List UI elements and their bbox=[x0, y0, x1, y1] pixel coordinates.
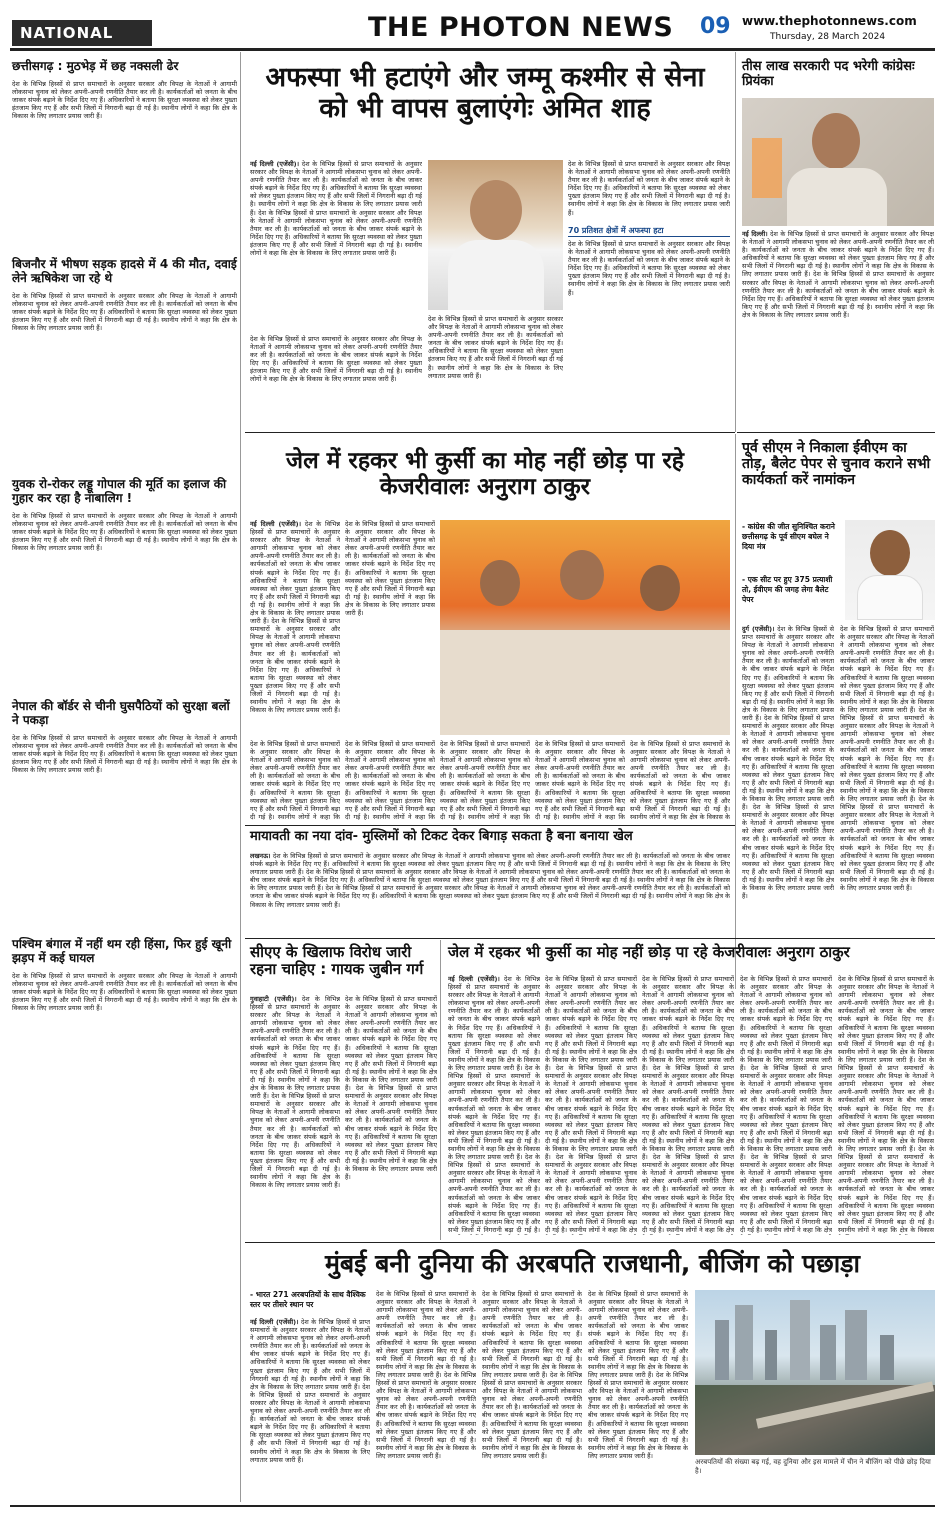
mumbai-col-1: नई दिल्ली (एजेंसी)। देश के विभिन्न हिस्सों से प्राप्त समाचारों के अनुसार सरकार और विपक्ष के नेताओं ने आगामी लोकसभा चुनाव को लेकर अपनी-अपनी रणनीति तैयार कर ली है। कार्यकर्ताओं को जनता के बीच जाकर संपर्क बढ़ाने के निर्देश दिए गए हैं। अधिकारियों ने बताया कि सुरक्षा व्यवस्था को लेकर पुख्ता इंतजाम किए गए हैं और सभी जिलों में निगरानी बढ़ा दी गई है। स्थानीय लोगों ने कहा कि क्षेत्र के विकास के लिए लगातार प्रयास जारी हैं। देश के विभिन्न हिस्सों से प्राप्त समाचारों के अनुसार सरकार और विपक्ष के नेताओं ने आगामी लोकसभा चुनाव को लेकर अपनी-अपनी रणनीति तैयार कर ली है। कार्यकर्ताओं को जनता के बीच जाकर संपर्क बढ़ाने के निर्देश दिए गए हैं। अधिकारियों ने बताया कि सुरक्षा व्यवस्था को लेकर पुख्ता इंतजाम किए गए हैं और सभी जिलों में निगरानी बढ़ा दी गई है। स्थानीय लोगों ने कहा कि क्षेत्र के विकास के लिए लगातार प्रयास जारी हैं। bbox=[250, 1318, 370, 1464]
baghel-col-2: देश के विभिन्न हिस्सों से प्राप्त समाचारों के अनुसार सरकार और विपक्ष के नेताओं ने आगामी लोकसभा चुनाव को लेकर अपनी-अपनी रणनीति तैयार कर ली है। कार्यकर्ताओं को जनता के बीच जाकर संपर्क बढ़ाने के निर्देश दिए गए हैं। अधिकारियों ने बताया कि सुरक्षा व्यवस्था को लेकर पुख्ता इंतजाम किए गए हैं और सभी जिलों में निगरानी बढ़ा दी गई है। स्थानीय लोगों ने कहा कि क्षेत्र के विकास के लिए लगातार प्रयास जारी हैं। देश के विभिन्न हिस्सों से प्राप्त समाचारों के अनुसार सरकार और विपक्ष के नेताओं ने आगामी लोकसभा चुनाव को लेकर अपनी-अपनी रणनीति तैयार कर ली है। कार्यकर्ताओं को जनता के बीच जाकर संपर्क बढ़ाने के निर्देश दिए गए हैं। अधिकारियों ने बताया कि सुरक्षा व्यवस्था को लेकर पुख्ता इंतजाम किए गए हैं और सभी जिलों में निगरानी बढ़ा दी गई है। स्थानीय लोगों ने कहा कि क्षेत्र के विकास के लिए लगातार प्रयास जारी हैं। देश के विभिन्न हिस्सों से प्राप्त समाचारों के अनुसार सरकार और विपक्ष के नेताओं ने आगामी लोकसभा चुनाव को लेकर अपनी-अपनी रणनीति तैयार कर ली है। कार्यकर्ताओं को जनता के बीच जाकर संपर्क बढ़ाने के निर्देश दिए गए हैं। अधिकारियों ने बताया कि सुरक्षा व्यवस्था को लेकर पुख्ता इंतजाम किए गए हैं और सभी जिलों में निगरानी बढ़ा दी गई है। स्थानीय लोगों ने कहा कि क्षेत्र के विकास के लिए लगातार प्रयास जारी हैं। bbox=[840, 625, 934, 892]
kejriwal-2-col-1: नई दिल्ली (एजेंसी)। देश के विभिन्न हिस्सों से प्राप्त समाचारों के अनुसार सरकार और विपक्ष के नेताओं ने आगामी लोकसभा चुनाव को लेकर अपनी-अपनी रणनीति तैयार कर ली है। कार्यकर्ताओं को जनता के बीच जाकर संपर्क बढ़ाने के निर्देश दिए गए हैं। अधिकारियों ने बताया कि सुरक्षा व्यवस्था को लेकर पुख्ता इंतजाम किए गए हैं और सभी जिलों में निगरानी बढ़ा दी गई है। स्थानीय लोगों ने कहा कि क्षेत्र के विकास के लिए लगातार प्रयास जारी हैं। देश के विभिन्न हिस्सों से प्राप्त समाचारों के अनुसार सरकार और विपक्ष के नेताओं ने आगामी लोकसभा चुनाव को लेकर अपनी-अपनी रणनीति तैयार कर ली है। कार्यकर्ताओं को जनता के बीच जाकर संपर्क बढ़ाने के निर्देश दिए गए हैं। अधिकारियों ने बताया कि सुरक्षा व्यवस्था को लेकर पुख्ता इंतजाम किए गए हैं और सभी जिलों में निगरानी बढ़ा दी गई है। स्थानीय लोगों ने कहा कि क्षेत्र के विकास के लिए लगातार प्रयास जारी हैं। देश के विभिन्न हिस्सों से प्राप्त समाचारों के अनुसार सरकार और विपक्ष के नेताओं ने आगामी लोकसभा चुनाव को लेकर अपनी-अपनी रणनीति तैयार कर ली है। कार्यकर्ताओं को जनता के बीच जाकर संपर्क बढ़ाने के निर्देश दिए गए हैं। अधिकारियों ने बताया कि सुरक्षा व्यवस्था को लेकर पुख्ता इंतजाम किए गए हैं और सभी जिलों में निगरानी बढ़ा दी गई है। bbox=[448, 975, 540, 1234]
caa-col-2: देश के विभिन्न हिस्सों से प्राप्त समाचारों के अनुसार सरकार और विपक्ष के नेताओं ने आगामी लोकसभा चुनाव को लेकर अपनी-अपनी रणनीति तैयार कर ली है। कार्यकर्ताओं को जनता के बीच जाकर संपर्क बढ़ाने के निर्देश दिए गए हैं। अधिकारियों ने बताया कि सुरक्षा व्यवस्था को लेकर पुख्ता इंतजाम किए गए हैं और सभी जिलों में निगरानी बढ़ा दी गई है। स्थानीय लोगों ने कहा कि क्षेत्र के विकास के लिए लगातार प्रयास जारी हैं। देश के विभिन्न हिस्सों से प्राप्त समाचारों के अनुसार सरकार और विपक्ष के नेताओं ने आगामी लोकसभा चुनाव को लेकर अपनी-अपनी रणनीति तैयार कर ली है। कार्यकर्ताओं को जनता के बीच जाकर संपर्क बढ़ाने के निर्देश दिए गए हैं। अधिकारियों ने बताया कि सुरक्षा व्यवस्था को लेकर पुख्ता इंतजाम किए गए हैं और सभी जिलों में निगरानी बढ़ा दी गई है। स्थानीय लोगों ने कहा कि क्षेत्र के विकास के लिए लगातार प्रयास जारी हैं। bbox=[345, 995, 437, 1182]
mayawati-body: लखनऊ। देश के विभिन्न हिस्सों से प्राप्त समाचारों के अनुसार सरकार और विपक्ष के नेताओं ने आगामी लोकसभा चुनाव को लेकर अपनी-अपनी रणनीति तैयार कर ली है। कार्यकर्ताओं को जनता के बीच जाकर संपर्क बढ़ाने के निर्देश दिए गए हैं। अधिकारियों ने बताया कि सुरक्षा व्यवस्था को लेकर पुख्ता इंतजाम किए गए हैं और सभी जिलों में निगरानी बढ़ा दी गई है। स्थानीय लोगों ने कहा कि क्षेत्र के विकास के लिए लगातार प्रयास जारी हैं। देश के विभिन्न हिस्सों से प्राप्त समाचारों के अनुसार सरकार और विपक्ष के नेताओं ने आगामी लोकसभा चुनाव को लेकर अपनी-अपनी रणनीति तैयार कर ली है। कार्यकर्ताओं को जनता के बीच जाकर संपर्क बढ़ाने के निर्देश दिए गए हैं। अधिकारियों ने बताया कि सुरक्षा व्यवस्था को लेकर पुख्ता इंतजाम किए गए हैं और सभी जिलों में निगरानी बढ़ा दी गई है। स्थानीय लोगों ने कहा कि क्षेत्र के विकास के लिए लगातार प्रयास जारी हैं। देश के विभिन्न हिस्सों से प्राप्त समाचारों के अनुसार सरकार और विपक्ष के नेताओं ने आगामी लोकसभा चुनाव को लेकर अपनी-अपनी रणनीति तैयार कर ली है। कार्यकर्ताओं को जनता के बीच जाकर संपर्क बढ़ाने के निर्देश दिए गए हैं। अधिकारियों ने बताया कि सुरक्षा व्यवस्था को लेकर पुख्ता इंतजाम किए गए हैं और सभी जिलों में निगरानी बढ़ा दी गई है। स्थानीय लोगों ने कहा कि क्षेत्र के विकास के लिए लगातार प्रयास जारी हैं। bbox=[250, 852, 730, 909]
caa-col-1: गुवाहाटी (एजेंसी)। देश के विभिन्न हिस्सों से प्राप्त समाचारों के अनुसार सरकार और विपक्ष के नेताओं ने आगामी लोकसभा चुनाव को लेकर अपनी-अपनी रणनीति तैयार कर ली है। कार्यकर्ताओं को जनता के बीच जाकर संपर्क बढ़ाने के निर्देश दिए गए हैं। अधिकारियों ने बताया कि सुरक्षा व्यवस्था को लेकर पुख्ता इंतजाम किए गए हैं और सभी जिलों में निगरानी बढ़ा दी गई है। स्थानीय लोगों ने कहा कि क्षेत्र के विकास के लिए लगातार प्रयास जारी हैं। देश के विभिन्न हिस्सों से प्राप्त समाचारों के अनुसार सरकार और विपक्ष के नेताओं ने आगामी लोकसभा चुनाव को लेकर अपनी-अपनी रणनीति तैयार कर ली है। कार्यकर्ताओं को जनता के बीच जाकर संपर्क बढ़ाने के निर्देश दिए गए हैं। अधिकारियों ने बताया कि सुरक्षा व्यवस्था को लेकर पुख्ता इंतजाम किए गए हैं और सभी जिलों में निगरानी बढ़ा दी गई है। स्थानीय लोगों ने कहा कि क्षेत्र के विकास के लिए लगातार प्रयास जारी हैं। bbox=[250, 995, 340, 1190]
baghel-headline: पूर्व सीएम ने निकाला ईवीएम का तोड़, बैलेट पेपर से चुनाव कराने सभी कार्यकर्ता करें नामांकन bbox=[742, 440, 931, 489]
kejriwal-1-col-3: देश के विभिन्न हिस्सों से प्राप्त समाचारों के अनुसार सरकार और विपक्ष के नेताओं ने आगामी लोकसभा चुनाव को लेकर अपनी-अपनी रणनीति तैयार कर ली है। कार्यकर्ताओं को जनता के बीच जाकर संपर्क बढ़ाने के निर्देश दिए गए हैं। अधिकारियों ने बताया कि सुरक्षा व्यवस्था को लेकर पुख्ता इंतजाम किए गए हैं और सभी जिलों में निगरानी बढ़ा दी गई है। स्थानीय लोगों ने कहा कि bbox=[250, 740, 340, 820]
left-story-5-headline: पश्चिम बंगाल में नहीं थम रही हिंसा, फिर हुई खूनी झड़प में कई घायल bbox=[12, 937, 232, 965]
baghel-deck-2: - एक सीट पर हुए 375 प्रत्याशी तो, ईवीएम की जगह लेगा बैलेट पेपर bbox=[742, 575, 833, 604]
section-tab: NATIONAL bbox=[12, 20, 152, 46]
kejriwal-2-col-3: देश के विभिन्न हिस्सों से प्राप्त समाचारों के अनुसार सरकार और विपक्ष के नेताओं ने आगामी लोकसभा चुनाव को लेकर अपनी-अपनी रणनीति तैयार कर ली है। कार्यकर्ताओं को जनता के बीच जाकर संपर्क बढ़ाने के निर्देश दिए गए हैं। अधिकारियों ने बताया कि सुरक्षा व्यवस्था को लेकर पुख्ता इंतजाम किए गए हैं और सभी जिलों में निगरानी बढ़ा दी गई है। स्थानीय लोगों ने कहा कि क्षेत्र के विकास के लिए लगातार प्रयास जारी हैं। देश के विभिन्न हिस्सों से प्राप्त समाचारों के अनुसार सरकार और विपक्ष के नेताओं ने आगामी लोकसभा चुनाव को लेकर अपनी-अपनी रणनीति तैयार कर ली है। कार्यकर्ताओं को जनता के बीच जाकर संपर्क बढ़ाने के निर्देश दिए गए हैं। अधिकारियों ने बताया कि सुरक्षा व्यवस्था को लेकर पुख्ता इंतजाम किए गए हैं और सभी जिलों में निगरानी बढ़ा दी गई है। स्थानीय लोगों ने कहा कि क्षेत्र के विकास के लिए लगातार प्रयास जारी हैं। देश के विभिन्न हिस्सों से प्राप्त समाचारों के अनुसार सरकार और विपक्ष के नेताओं ने आगामी लोकसभा चुनाव को लेकर अपनी-अपनी रणनीति तैयार कर ली है। कार्यकर्ताओं को जनता के बीच जाकर संपर्क बढ़ाने के निर्देश दिए गए हैं। अधिकारियों ने बताया कि सुरक्षा व्यवस्था को लेकर पुख्ता इंतजाम किए गए हैं और सभी जिलों में निगरानी बढ़ा दी गई है। स्थानीय लोगों ने कहा कि क्षेत्र bbox=[642, 975, 734, 1234]
left-story-1-body: देश के विभिन्न हिस्सों से प्राप्त समाचारों के अनुसार सरकार और विपक्ष के नेताओं ने आगामी लोकसभा चुनाव को लेकर अपनी-अपनी रणनीति तैयार कर ली है। कार्यकर्ताओं को जनता के बीच जाकर संपर्क बढ़ाने के निर्देश दिए गए हैं। अधिकारियों ने बताया कि सुरक्षा व्यवस्था को लेकर पुख्ता इंतजाम किए गए हैं और सभी जिलों में निगरानी बढ़ा दी गई है। स्थानीय लोगों ने कहा कि क्षेत्र के विकास के लिए लगातार प्रयास जारी हैं। bbox=[12, 80, 237, 121]
top-story-col-4: देश के विभिन्न हिस्सों से प्राप्त समाचारों के अनुसार सरकार और विपक्ष के नेताओं ने आगामी लोकसभा चुनाव को लेकर अपनी-अपनी रणनीति तैयार कर ली है। कार्यकर्ताओं को जनता के बीच जाकर संपर्क बढ़ाने के निर्देश दिए गए हैं। अधिकारियों ने बताया कि सुरक्षा व्यवस्था को लेकर पुख्ता इंतजाम किए गए हैं और सभी जिलों में निगरानी बढ़ा दी गई है। स्थानीय लोगों ने कहा कि क्षेत्र के विकास के लिए लगातार प्रयास जारी हैं। bbox=[568, 240, 730, 297]
kejriwal-2-col-4: देश के विभिन्न हिस्सों से प्राप्त समाचारों के अनुसार सरकार और विपक्ष के नेताओं ने आगामी लोकसभा चुनाव को लेकर अपनी-अपनी रणनीति तैयार कर ली है। कार्यकर्ताओं को जनता के बीच जाकर संपर्क बढ़ाने के निर्देश दिए गए हैं। अधिकारियों ने बताया कि सुरक्षा व्यवस्था को लेकर पुख्ता इंतजाम किए गए हैं और सभी जिलों में निगरानी बढ़ा दी गई है। स्थानीय लोगों ने कहा कि क्षेत्र के विकास के लिए लगातार प्रयास जारी हैं। देश के विभिन्न हिस्सों से प्राप्त समाचारों के अनुसार सरकार और विपक्ष के नेताओं ने आगामी लोकसभा चुनाव को लेकर अपनी-अपनी रणनीति तैयार कर ली है। कार्यकर्ताओं को जनता के बीच जाकर संपर्क बढ़ाने के निर्देश दिए गए हैं। अधिकारियों ने बताया कि सुरक्षा व्यवस्था को लेकर पुख्ता इंतजाम किए गए हैं और सभी जिलों में निगरानी बढ़ा दी गई है। स्थानीय लोगों ने कहा कि क्षेत्र के विकास के लिए लगातार प्रयास जारी हैं। देश के विभिन्न हिस्सों से प्राप्त समाचारों के अनुसार सरकार और विपक्ष के नेताओं ने आगामी लोकसभा चुनाव को लेकर अपनी-अपनी रणनीति तैयार कर ली है। कार्यकर्ताओं को जनता के बीच जाकर संपर्क बढ़ाने के निर्देश दिए गए हैं। अधिकारियों ने बताया कि सुरक्षा व्यवस्था को लेकर पुख्ता इंतजाम किए गए हैं और सभी जिलों में निगरानी बढ़ा दी गई है। स्थानीय लोगों ने कहा कि क्षेत्र bbox=[740, 975, 832, 1234]
left-story-4-body: देश के विभिन्न हिस्सों से प्राप्त समाचारों के अनुसार सरकार और विपक्ष के नेताओं ने आगामी लोकसभा चुनाव को लेकर अपनी-अपनी रणनीति तैयार कर ली है। कार्यकर्ताओं को जनता के बीच जाकर संपर्क बढ़ाने के निर्देश दिए गए हैं। अधिकारियों ने बताया कि सुरक्षा व्यवस्था को लेकर पुख्ता इंतजाम किए गए हैं और सभी जिलों में निगरानी बढ़ा दी गई है। स्थानीय लोगों ने कहा कि क्षेत्र के विकास के लिए लगातार प्रयास जारी हैं। bbox=[12, 734, 237, 775]
mumbai-col-2: देश के विभिन्न हिस्सों से प्राप्त समाचारों के अनुसार सरकार और विपक्ष के नेताओं ने आगामी लोकसभा चुनाव को लेकर अपनी-अपनी रणनीति तैयार कर ली है। कार्यकर्ताओं को जनता के बीच जाकर संपर्क बढ़ाने के निर्देश दिए गए हैं। अधिकारियों ने बताया कि सुरक्षा व्यवस्था को लेकर पुख्ता इंतजाम किए गए हैं और सभी जिलों में निगरानी बढ़ा दी गई है। स्थानीय लोगों ने कहा कि क्षेत्र के विकास के लिए लगातार प्रयास जारी हैं। देश के विभिन्न हिस्सों से प्राप्त समाचारों के अनुसार सरकार और विपक्ष के नेताओं ने आगामी लोकसभा चुनाव को लेकर अपनी-अपनी रणनीति तैयार कर ली है। कार्यकर्ताओं को जनता के बीच जाकर संपर्क बढ़ाने के निर्देश दिए गए हैं। अधिकारियों ने बताया कि सुरक्षा व्यवस्था को लेकर पुख्ता इंतजाम किए गए हैं और सभी जिलों में निगरानी बढ़ा दी गई है। स्थानीय लोगों ने कहा कि क्षेत्र के विकास के लिए लगातार प्रयास जारी हैं। bbox=[376, 1290, 476, 1460]
mumbai-col-4: देश के विभिन्न हिस्सों से प्राप्त समाचारों के अनुसार सरकार और विपक्ष के नेताओं ने आगामी लोकसभा चुनाव को लेकर अपनी-अपनी रणनीति तैयार कर ली है। कार्यकर्ताओं को जनता के बीच जाकर संपर्क बढ़ाने के निर्देश दिए गए हैं। अधिकारियों ने बताया कि सुरक्षा व्यवस्था को लेकर पुख्ता इंतजाम किए गए हैं और सभी जिलों में निगरानी बढ़ा दी गई है। स्थानीय लोगों ने कहा कि क्षेत्र के विकास के लिए लगातार प्रयास जारी हैं। देश के विभिन्न हिस्सों से प्राप्त समाचारों के अनुसार सरकार और विपक्ष के नेताओं ने आगामी लोकसभा चुनाव को लेकर अपनी-अपनी रणनीति तैयार कर ली है। कार्यकर्ताओं को जनता के बीच जाकर संपर्क बढ़ाने के निर्देश दिए गए हैं। अधिकारियों ने बताया कि सुरक्षा व्यवस्था को लेकर पुख्ता इंतजाम किए गए हैं और सभी जिलों में निगरानी बढ़ा दी गई है। स्थानीय लोगों ने कहा कि क्षेत्र के विकास के लिए लगातार प्रयास जारी हैं। bbox=[588, 1290, 688, 1460]
website[interactable]: www.thephotonnews.com bbox=[742, 14, 917, 28]
caa-headline: सीएए के खिलाफ विरोध जारी रहना चाहिए : गायक जुबीन गर्ग bbox=[250, 943, 424, 979]
masthead-title: THE PHOTON NEWS bbox=[368, 12, 674, 43]
kejriwal-1-col-5: देश के विभिन्न हिस्सों से प्राप्त समाचारों के अनुसार सरकार और विपक्ष के नेताओं ने आगामी लोकसभा चुनाव को लेकर अपनी-अपनी रणनीति तैयार कर ली है। कार्यकर्ताओं को जनता के बीच जाकर संपर्क बढ़ाने के निर्देश दिए गए हैं। अधिकारियों ने बताया कि सुरक्षा व्यवस्था को लेकर पुख्ता इंतजाम किए गए हैं और सभी जिलों में निगरानी बढ़ा दी गई है। स्थानीय लोगों ने कहा कि bbox=[440, 740, 530, 820]
left-story-4-headline: नेपाल की बॉर्डर से चीनी घुसपैठियों को सुरक्षा बलों ने पकड़ा bbox=[12, 699, 230, 727]
priyanka-body: नई दिल्ली। देश के विभिन्न हिस्सों से प्राप्त समाचारों के अनुसार सरकार और विपक्ष के नेताओं ने आगामी लोकसभा चुनाव को लेकर अपनी-अपनी रणनीति तैयार कर ली है। कार्यकर्ताओं को जनता के बीच जाकर संपर्क बढ़ाने के निर्देश दिए गए हैं। अधिकारियों ने बताया कि सुरक्षा व्यवस्था को लेकर पुख्ता इंतजाम किए गए हैं और सभी जिलों में निगरानी बढ़ा दी गई है। स्थानीय लोगों ने कहा कि क्षेत्र के विकास के लिए लगातार प्रयास जारी हैं। देश के विभिन्न हिस्सों से प्राप्त समाचारों के अनुसार सरकार और विपक्ष के नेताओं ने आगामी लोकसभा चुनाव को लेकर अपनी-अपनी रणनीति तैयार कर ली है। कार्यकर्ताओं को जनता के बीच जाकर संपर्क बढ़ाने के निर्देश दिए गए हैं। अधिकारियों ने बताया कि सुरक्षा व्यवस्था को लेकर पुख्ता इंतजाम किए गए हैं और सभी जिलों में निगरानी बढ़ा दी गई है। स्थानीय लोगों ने कहा कि क्षेत्र के विकास के लिए लगातार प्रयास जारी हैं। bbox=[742, 230, 934, 319]
top-story-headline: अफस्पा भी हटाएंगे और जम्मू कश्मीर से सेना को भी वापस बुलाएंगेः अमित शाह bbox=[265, 62, 705, 125]
left-story-2-headline: बिजनौर में भीषण सड़क हादसे में 4 की मौत, दवाई लेने ऋषिकेश जा रहे थे bbox=[12, 257, 237, 285]
kejriwal-2-col-5: देश के विभिन्न हिस्सों से प्राप्त समाचारों के अनुसार सरकार और विपक्ष के नेताओं ने आगामी लोकसभा चुनाव को लेकर अपनी-अपनी रणनीति तैयार कर ली है। कार्यकर्ताओं को जनता के बीच जाकर संपर्क बढ़ाने के निर्देश दिए गए हैं। अधिकारियों ने बताया कि सुरक्षा व्यवस्था को लेकर पुख्ता इंतजाम किए गए हैं और सभी जिलों में निगरानी बढ़ा दी गई है। स्थानीय लोगों ने कहा कि क्षेत्र के विकास के लिए लगातार प्रयास जारी हैं। देश के विभिन्न हिस्सों से प्राप्त समाचारों के अनुसार सरकार और विपक्ष के नेताओं ने आगामी लोकसभा चुनाव को लेकर अपनी-अपनी रणनीति तैयार कर ली है। कार्यकर्ताओं को जनता के बीच जाकर संपर्क बढ़ाने के निर्देश दिए गए हैं। अधिकारियों ने बताया कि सुरक्षा व्यवस्था को लेकर पुख्ता इंतजाम किए गए हैं और सभी जिलों में निगरानी बढ़ा दी गई है। स्थानीय लोगों ने कहा कि क्षेत्र के विकास के लिए लगातार प्रयास जारी हैं। देश के विभिन्न हिस्सों से प्राप्त समाचारों के अनुसार सरकार और विपक्ष के नेताओं ने आगामी लोकसभा चुनाव को लेकर अपनी-अपनी रणनीति तैयार कर ली है। कार्यकर्ताओं को जनता के बीच जाकर संपर्क बढ़ाने के निर्देश दिए गए हैं। अधिकारियों ने बताया कि सुरक्षा व्यवस्था को लेकर पुख्ता इंतजाम किए गए हैं और सभी जिलों में निगरानी बढ़ा दी गई है। स्थानीय लोगों ने कहा कि क्षेत्र के विकास bbox=[838, 975, 934, 1234]
left-story-1-headline: छत्तीसगढ़ : मुठभेड़ में छह नक्सली ढेर bbox=[12, 59, 179, 73]
baghel-deck-1: - कांग्रेस की जीत सुनिश्चित कराने छत्तीसगढ़ के पूर्व सीएम बघेल ने दिया मंत्र bbox=[742, 522, 835, 551]
kejriwal-2-col-2: देश के विभिन्न हिस्सों से प्राप्त समाचारों के अनुसार सरकार और विपक्ष के नेताओं ने आगामी लोकसभा चुनाव को लेकर अपनी-अपनी रणनीति तैयार कर ली है। कार्यकर्ताओं को जनता के बीच जाकर संपर्क बढ़ाने के निर्देश दिए गए हैं। अधिकारियों ने बताया कि सुरक्षा व्यवस्था को लेकर पुख्ता इंतजाम किए गए हैं और सभी जिलों में निगरानी बढ़ा दी गई है। स्थानीय लोगों ने कहा कि क्षेत्र के विकास के लिए लगातार प्रयास जारी हैं। देश के विभिन्न हिस्सों से प्राप्त समाचारों के अनुसार सरकार और विपक्ष के नेताओं ने आगामी लोकसभा चुनाव को लेकर अपनी-अपनी रणनीति तैयार कर ली है। कार्यकर्ताओं को जनता के बीच जाकर संपर्क बढ़ाने के निर्देश दिए गए हैं। अधिकारियों ने बताया कि सुरक्षा व्यवस्था को लेकर पुख्ता इंतजाम किए गए हैं और सभी जिलों में निगरानी बढ़ा दी गई है। स्थानीय लोगों ने कहा कि क्षेत्र के विकास के लिए लगातार प्रयास जारी हैं। देश के विभिन्न हिस्सों से प्राप्त समाचारों के अनुसार सरकार और विपक्ष के नेताओं ने आगामी लोकसभा चुनाव को लेकर अपनी-अपनी रणनीति तैयार कर ली है। कार्यकर्ताओं को जनता के बीच जाकर संपर्क बढ़ाने के निर्देश दिए गए हैं। अधिकारियों ने बताया कि सुरक्षा व्यवस्था को लेकर पुख्ता इंतजाम किए गए हैं और सभी जिलों में निगरानी बढ़ा दी गई है। स्थानीय लोगों ने कहा कि क्षेत्र bbox=[545, 975, 637, 1234]
mumbai-headline: मुंबई बनी दुनिया की अरबपति राजधानी, बीजिंग को पछाड़ा bbox=[324, 1249, 861, 1278]
mumbai-deck: - भारत 271 अरबपतियों के साथ वैश्विक स्तर पर तीसरे स्थान पर bbox=[250, 1290, 366, 1309]
top-story-col-5: देश के विभिन्न हिस्सों से प्राप्त समाचारों के अनुसार सरकार और विपक्ष के नेताओं ने आगामी लोकसभा चुनाव को लेकर अपनी-अपनी रणनीति तैयार कर ली है। कार्यकर्ताओं को जनता के बीच जाकर संपर्क बढ़ाने के निर्देश दिए गए हैं। अधिकारियों ने बताया कि सुरक्षा व्यवस्था को लेकर पुख्ता इंतजाम किए गए हैं और सभी जिलों में निगरानी बढ़ा दी गई है। स्थानीय लोगों ने कहा कि क्षेत्र के विकास के लिए लगातार प्रयास जारी हैं। bbox=[250, 335, 422, 384]
kejriwal-1-col-6: देश के विभिन्न हिस्सों से प्राप्त समाचारों के अनुसार सरकार और विपक्ष के नेताओं ने आगामी लोकसभा चुनाव को लेकर अपनी-अपनी रणनीति तैयार कर ली है। कार्यकर्ताओं को जनता के बीच जाकर संपर्क बढ़ाने के निर्देश दिए गए हैं। अधिकारियों ने बताया कि सुरक्षा व्यवस्था को लेकर पुख्ता इंतजाम किए गए हैं और सभी जिलों में निगरानी बढ़ा दी गई है। स्थानीय लोगों ने कहा कि bbox=[535, 740, 625, 820]
date: Thursday, 28 March 2024 bbox=[770, 32, 886, 42]
page-number: 09 bbox=[700, 14, 731, 39]
left-story-3-body: देश के विभिन्न हिस्सों से प्राप्त समाचारों के अनुसार सरकार और विपक्ष के नेताओं ने आगामी लोकसभा चुनाव को लेकर अपनी-अपनी रणनीति तैयार कर ली है। कार्यकर्ताओं को जनता के बीच जाकर संपर्क बढ़ाने के निर्देश दिए गए हैं। अधिकारियों ने बताया कि सुरक्षा व्यवस्था को लेकर पुख्ता इंतजाम किए गए हैं और सभी जिलों में निगरानी बढ़ा दी गई है। स्थानीय लोगों ने कहा कि क्षेत्र के विकास के लिए लगातार प्रयास जारी हैं। bbox=[12, 512, 237, 553]
mumbai-skyline-photo bbox=[695, 1290, 935, 1455]
left-story-2-body: देश के विभिन्न हिस्सों से प्राप्त समाचारों के अनुसार सरकार और विपक्ष के नेताओं ने आगामी लोकसभा चुनाव को लेकर अपनी-अपनी रणनीति तैयार कर ली है। कार्यकर्ताओं को जनता के बीच जाकर संपर्क बढ़ाने के निर्देश दिए गए हैं। अधिकारियों ने बताया कि सुरक्षा व्यवस्था को लेकर पुख्ता इंतजाम किए गए हैं और सभी जिलों में निगरानी बढ़ा दी गई है। स्थानीय लोगों ने कहा कि क्षेत्र के विकास के लिए लगातार प्रयास जारी हैं। bbox=[12, 292, 237, 333]
priyanka-photo bbox=[742, 98, 934, 226]
mayawati-headline: मायावती का नया दांव- मुस्लिमों को टिकट देकर बिगाड़ सकता है बना बनाया खेल bbox=[250, 829, 633, 844]
baghel-col-1: दुर्ग (एजेंसी)। देश के विभिन्न हिस्सों से प्राप्त समाचारों के अनुसार सरकार और विपक्ष के नेताओं ने आगामी लोकसभा चुनाव को लेकर अपनी-अपनी रणनीति तैयार कर ली है। कार्यकर्ताओं को जनता के बीच जाकर संपर्क बढ़ाने के निर्देश दिए गए हैं। अधिकारियों ने बताया कि सुरक्षा व्यवस्था को लेकर पुख्ता इंतजाम किए गए हैं और सभी जिलों में निगरानी बढ़ा दी गई है। स्थानीय लोगों ने कहा कि क्षेत्र के विकास के लिए लगातार प्रयास जारी हैं। देश के विभिन्न हिस्सों से प्राप्त समाचारों के अनुसार सरकार और विपक्ष के नेताओं ने आगामी लोकसभा चुनाव को लेकर अपनी-अपनी रणनीति तैयार कर ली है। कार्यकर्ताओं को जनता के बीच जाकर संपर्क बढ़ाने के निर्देश दिए गए हैं। अधिकारियों ने बताया कि सुरक्षा व्यवस्था को लेकर पुख्ता इंतजाम किए गए हैं और सभी जिलों में निगरानी बढ़ा दी गई है। स्थानीय लोगों ने कहा कि क्षेत्र के विकास के लिए लगातार प्रयास जारी हैं। देश के विभिन्न हिस्सों से प्राप्त समाचारों के अनुसार सरकार और विपक्ष के नेताओं ने आगामी लोकसभा चुनाव को लेकर अपनी-अपनी रणनीति तैयार कर ली है। कार्यकर्ताओं को जनता के बीच जाकर संपर्क बढ़ाने के निर्देश दिए गए हैं। अधिकारियों ने बताया कि सुरक्षा व्यवस्था को लेकर पुख्ता इंतजाम किए गए हैं और सभी जिलों में निगरानी बढ़ा दी गई है। स्थानीय लोगों ने कहा कि क्षेत्र के विकास के लिए लगातार प्रयास जारी हैं। bbox=[742, 625, 834, 901]
amit-shah-photo bbox=[428, 160, 563, 310]
left-story-3-headline: युवक रो-रोकर लड्डू गोपाल की मूर्ति का इलाज की गुहार कर रहा है नाबालिग ! bbox=[12, 477, 227, 505]
top-story-col-3: देश के विभिन्न हिस्सों से प्राप्त समाचारों के अनुसार सरकार और विपक्ष के नेताओं ने आगामी लोकसभा चुनाव को लेकर अपनी-अपनी रणनीति तैयार कर ली है। कार्यकर्ताओं को जनता के बीच जाकर संपर्क बढ़ाने के निर्देश दिए गए हैं। अधिकारियों ने बताया कि सुरक्षा व्यवस्था को लेकर पुख्ता इंतजाम किए गए हैं और सभी जिलों में निगरानी बढ़ा दी गई है। स्थानीय लोगों ने कहा कि क्षेत्र के विकास के लिए लगातार प्रयास जारी हैं। bbox=[568, 160, 730, 217]
top-story-col-2: देश के विभिन्न हिस्सों से प्राप्त समाचारों के अनुसार सरकार और विपक्ष के नेताओं ने आगामी लोकसभा चुनाव को लेकर अपनी-अपनी रणनीति तैयार कर ली है। कार्यकर्ताओं को जनता के बीच जाकर संपर्क बढ़ाने के निर्देश दिए गए हैं। अधिकारियों ने बताया कि सुरक्षा व्यवस्था को लेकर पुख्ता इंतजाम किए गए हैं और सभी जिलों में निगरानी बढ़ा दी गई है। स्थानीय लोगों ने कहा कि क्षेत्र के विकास के लिए लगातार प्रयास जारी हैं। bbox=[428, 315, 563, 380]
mumbai-caption: अरबपतियों की संख्या बढ़ गई, वह दुनिया और इस मामले में चीन ने बीजिंग को पीछे छोड़ दिया है। bbox=[695, 1458, 931, 1475]
kejriwal-1-col-2: देश के विभिन्न हिस्सों से प्राप्त समाचारों के अनुसार सरकार और विपक्ष के नेताओं ने आगामी लोकसभा चुनाव को लेकर अपनी-अपनी रणनीति तैयार कर ली है। कार्यकर्ताओं को जनता के बीच जाकर संपर्क बढ़ाने के निर्देश दिए गए हैं। अधिकारियों ने बताया कि सुरक्षा व्यवस्था को लेकर पुख्ता इंतजाम किए गए हैं और सभी जिलों में निगरानी बढ़ा दी गई है। स्थानीय लोगों ने कहा कि क्षेत्र के विकास के लिए लगातार प्रयास जारी हैं। bbox=[345, 520, 435, 618]
kejriwal-headline-1: जेल में रहकर भी कुर्सी का मोह नहीं छोड़ पा रहे केजरीवालः अनुराग ठाकुर bbox=[286, 448, 684, 501]
mumbai-col-3: देश के विभिन्न हिस्सों से प्राप्त समाचारों के अनुसार सरकार और विपक्ष के नेताओं ने आगामी लोकसभा चुनाव को लेकर अपनी-अपनी रणनीति तैयार कर ली है। कार्यकर्ताओं को जनता के बीच जाकर संपर्क बढ़ाने के निर्देश दिए गए हैं। अधिकारियों ने बताया कि सुरक्षा व्यवस्था को लेकर पुख्ता इंतजाम किए गए हैं और सभी जिलों में निगरानी बढ़ा दी गई है। स्थानीय लोगों ने कहा कि क्षेत्र के विकास के लिए लगातार प्रयास जारी हैं। देश के विभिन्न हिस्सों से प्राप्त समाचारों के अनुसार सरकार और विपक्ष के नेताओं ने आगामी लोकसभा चुनाव को लेकर अपनी-अपनी रणनीति तैयार कर ली है। कार्यकर्ताओं को जनता के बीच जाकर संपर्क बढ़ाने के निर्देश दिए गए हैं। अधिकारियों ने बताया कि सुरक्षा व्यवस्था को लेकर पुख्ता इंतजाम किए गए हैं और सभी जिलों में निगरानी बढ़ा दी गई है। स्थानीय लोगों ने कहा कि क्षेत्र के विकास के लिए लगातार प्रयास जारी हैं। bbox=[482, 1290, 582, 1460]
anurag-thakur-photo bbox=[440, 520, 730, 735]
priyanka-headline: तीस लाख सरकारी पद भरेगी कांग्रेसः प्रियंका bbox=[742, 59, 915, 89]
kejriwal-1-col-1: नई दिल्ली (एजेंसी)। देश के विभिन्न हिस्सों से प्राप्त समाचारों के अनुसार सरकार और विपक्ष के नेताओं ने आगामी लोकसभा चुनाव को लेकर अपनी-अपनी रणनीति तैयार कर ली है। कार्यकर्ताओं को जनता के बीच जाकर संपर्क बढ़ाने के निर्देश दिए गए हैं। अधिकारियों ने बताया कि सुरक्षा व्यवस्था को लेकर पुख्ता इंतजाम किए गए हैं और सभी जिलों में निगरानी बढ़ा दी गई है। स्थानीय लोगों ने कहा कि क्षेत्र के विकास के लिए लगातार प्रयास जारी हैं। देश के विभिन्न हिस्सों से प्राप्त समाचारों के अनुसार सरकार और विपक्ष के नेताओं ने आगामी लोकसभा चुनाव को लेकर अपनी-अपनी रणनीति तैयार कर ली है। कार्यकर्ताओं को जनता के बीच जाकर संपर्क बढ़ाने के निर्देश दिए गए हैं। अधिकारियों ने बताया कि सुरक्षा व्यवस्था को लेकर पुख्ता इंतजाम किए गए हैं और सभी जिलों में निगरानी बढ़ा दी गई है। स्थानीय लोगों ने कहा कि क्षेत्र के विकास के लिए लगातार प्रयास जारी हैं। bbox=[250, 520, 340, 715]
top-story-subhead: 70 प्रतिशत क्षेत्रों में अफस्पा हटा bbox=[568, 225, 730, 237]
left-story-5-body: देश के विभिन्न हिस्सों से प्राप्त समाचारों के अनुसार सरकार और विपक्ष के नेताओं ने आगामी लोकसभा चुनाव को लेकर अपनी-अपनी रणनीति तैयार कर ली है। कार्यकर्ताओं को जनता के बीच जाकर संपर्क बढ़ाने के निर्देश दिए गए हैं। अधिकारियों ने बताया कि सुरक्षा व्यवस्था को लेकर पुख्ता इंतजाम किए गए हैं और सभी जिलों में निगरानी बढ़ा दी गई है। स्थानीय लोगों ने कहा कि क्षेत्र के विकास के लिए लगातार प्रयास जारी हैं। bbox=[12, 972, 237, 1013]
kejriwal-headline-2: जेल में रहकर भी कुर्सी का मोह नहीं छोड़ पा रहे केजरीवालः अनुराग ठाकुर bbox=[448, 943, 850, 961]
baghel-photo bbox=[845, 520, 935, 620]
kejriwal-1-col-7: देश के विभिन्न हिस्सों से प्राप्त समाचारों के अनुसार सरकार और विपक्ष के नेताओं ने आगामी लोकसभा चुनाव को लेकर अपनी-अपनी रणनीति तैयार कर ली है। कार्यकर्ताओं को जनता के बीच जाकर संपर्क बढ़ाने के निर्देश दिए गए हैं। अधिकारियों ने बताया कि सुरक्षा व्यवस्था को लेकर पुख्ता इंतजाम किए गए हैं और सभी जिलों में निगरानी बढ़ा दी गई है। स्थानीय लोगों ने कहा कि क्षेत्र के विकास के bbox=[630, 740, 730, 820]
kejriwal-1-col-4: देश के विभिन्न हिस्सों से प्राप्त समाचारों के अनुसार सरकार और विपक्ष के नेताओं ने आगामी लोकसभा चुनाव को लेकर अपनी-अपनी रणनीति तैयार कर ली है। कार्यकर्ताओं को जनता के बीच जाकर संपर्क बढ़ाने के निर्देश दिए गए हैं। अधिकारियों ने बताया कि सुरक्षा व्यवस्था को लेकर पुख्ता इंतजाम किए गए हैं और सभी जिलों में निगरानी बढ़ा दी गई है। स्थानीय लोगों ने कहा कि bbox=[345, 740, 435, 820]
top-story-col-1: नई दिल्ली (एजेंसी)। देश के विभिन्न हिस्सों से प्राप्त समाचारों के अनुसार सरकार और विपक्ष के नेताओं ने आगामी लोकसभा चुनाव को लेकर अपनी-अपनी रणनीति तैयार कर ली है। कार्यकर्ताओं को जनता के बीच जाकर संपर्क बढ़ाने के निर्देश दिए गए हैं। अधिकारियों ने बताया कि सुरक्षा व्यवस्था को लेकर पुख्ता इंतजाम किए गए हैं और सभी जिलों में निगरानी बढ़ा दी गई है। स्थानीय लोगों ने कहा कि क्षेत्र के विकास के लिए लगातार प्रयास जारी हैं। देश के विभिन्न हिस्सों से प्राप्त समाचारों के अनुसार सरकार और विपक्ष के नेताओं ने आगामी लोकसभा चुनाव को लेकर अपनी-अपनी रणनीति तैयार कर ली है। कार्यकर्ताओं को जनता के बीच जाकर संपर्क बढ़ाने के निर्देश दिए गए हैं। अधिकारियों ने बताया कि सुरक्षा व्यवस्था को लेकर पुख्ता इंतजाम किए गए हैं और सभी जिलों में निगरानी बढ़ा दी गई है। स्थानीय लोगों ने कहा कि क्षेत्र के विकास के लिए लगातार प्रयास जारी हैं। bbox=[250, 160, 422, 258]
